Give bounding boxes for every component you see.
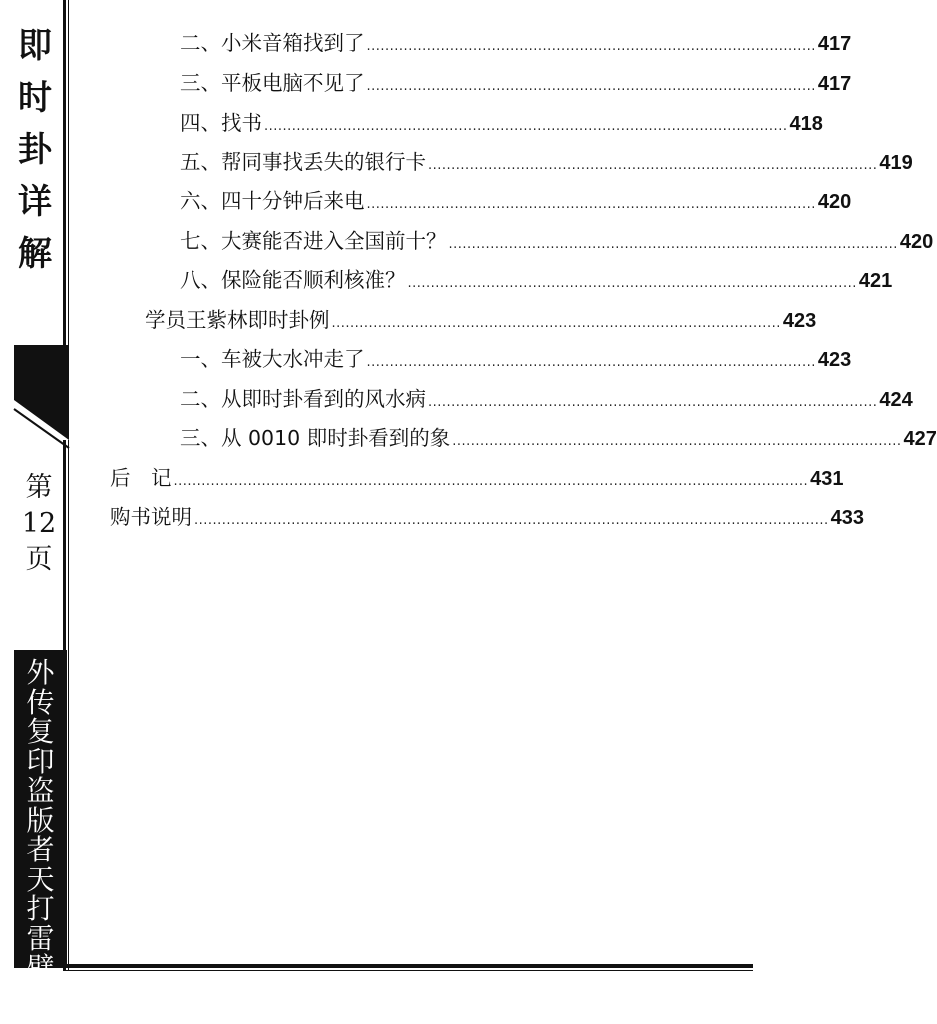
toc-leader-dots: ................................................................................................. [331, 316, 781, 331]
warning-char: 传 [26, 685, 55, 719]
toc-entry-page: 421 [858, 270, 893, 292]
warning-char: 复 [26, 715, 55, 748]
toc-entry-page: 431 [810, 468, 844, 490]
toc-entry-title: 购书说明 [110, 505, 192, 529]
toc-entry-title: 八、保险能否顺利核准？ [180, 268, 406, 292]
toc-entry[interactable] [180, 379, 913, 419]
warning-char: 者 [26, 833, 55, 866]
toc-entry-title: 学员王紫林即时卦例 [145, 308, 330, 332]
toc-entry-page: 420 [899, 231, 934, 253]
toc-entry[interactable] [180, 142, 913, 182]
toc-entry-page: 424 [879, 389, 913, 411]
bottom-rule [63, 970, 753, 971]
warning-char: 打 [26, 892, 55, 925]
toc-leader-dots: ......................................................................................................................................... [173, 474, 809, 489]
toc-entry[interactable] [180, 63, 852, 103]
warning-char: 外 [26, 656, 55, 689]
toc-entry-page: 417 [817, 73, 852, 95]
toc-leader-dots: ................................................................................................. [448, 237, 898, 252]
toc-entry-page: 418 [789, 113, 823, 135]
toc-entry-page: 433 [830, 507, 865, 529]
book-title-char: 解 [18, 234, 52, 274]
toc-entry-page: 419 [879, 152, 913, 174]
toc-entry[interactable] [180, 339, 852, 379]
toc-entry[interactable] [145, 300, 817, 340]
book-title-char: 时 [18, 78, 52, 118]
toc-leader-dots: ................................................................................................. [366, 39, 816, 54]
toc-entry-title: 后 记 [110, 466, 172, 490]
book-title-char: 详 [18, 182, 52, 222]
toc-leader-dots: ................................................................................................. [366, 79, 816, 94]
book-title-char: 卦 [18, 130, 52, 170]
toc-leader-dots: ................................................................................................. [428, 395, 878, 410]
toc-entry[interactable] [180, 221, 934, 261]
toc-entry[interactable] [180, 260, 893, 300]
toc-entry-page: 423 [817, 349, 852, 371]
toc-entry-title: 六、四十分钟后来电 [180, 189, 365, 213]
warning-char: 雷 [26, 921, 55, 955]
toc-entry[interactable] [180, 181, 852, 221]
toc-entry[interactable] [110, 497, 865, 537]
warning-char: 天 [26, 862, 55, 896]
toc-entry-page: 423 [782, 310, 817, 332]
toc-entry[interactable] [180, 418, 937, 458]
warning-char: 盗 [26, 774, 55, 807]
toc-entry-page: 417 [817, 33, 852, 55]
toc-entry[interactable] [110, 458, 844, 498]
bottom-rule [63, 964, 753, 968]
toc-entry[interactable] [180, 103, 823, 143]
toc-entry-title: 二、小米音箱找到了 [180, 31, 365, 55]
toc-entry-title: 四、找书 [180, 111, 262, 135]
toc-entry-title: 三、从 0010 即时卦看到的象 [180, 426, 451, 450]
toc-leader-dots: ................................................................................................. [366, 355, 816, 370]
toc-leader-dots: ......................................................................................................................................... [194, 513, 829, 528]
book-title-char: 即 [18, 26, 52, 66]
toc-leader-dots: ................................................................................................. [366, 197, 816, 212]
toc-entry-title: 二、从即时卦看到的风水病 [180, 387, 426, 411]
warning-char: 印 [26, 744, 55, 778]
toc-entry-title: 三、平板电脑不见了 [180, 71, 365, 95]
toc-entry[interactable] [180, 23, 852, 63]
toc-leader-dots: ................................................................................................. [428, 158, 878, 173]
toc-entry-page: 427 [903, 428, 937, 450]
page-label-char: 第 [25, 472, 53, 503]
warning-char: 版 [26, 803, 55, 837]
toc-leader-dots: ................................................................................................. [452, 434, 902, 449]
copyright-warning [14, 650, 67, 984]
page-label-char: 页 [25, 544, 53, 575]
toc-entry-title: 五、帮同事找丢失的银行卡 [180, 150, 426, 174]
toc-entry-page: 420 [817, 191, 852, 213]
toc-leader-dots: ................................................................................................................. [264, 119, 788, 134]
warning-char: 劈 [26, 951, 55, 984]
page-number: 12 [21, 508, 57, 539]
toc-entry-title: 一、车被大水冲走了 [180, 347, 365, 371]
toc-leader-dots: ................................................................................................. [407, 276, 857, 291]
toc-entry-title: 七、大赛能否进入全国前十？ [180, 229, 447, 253]
